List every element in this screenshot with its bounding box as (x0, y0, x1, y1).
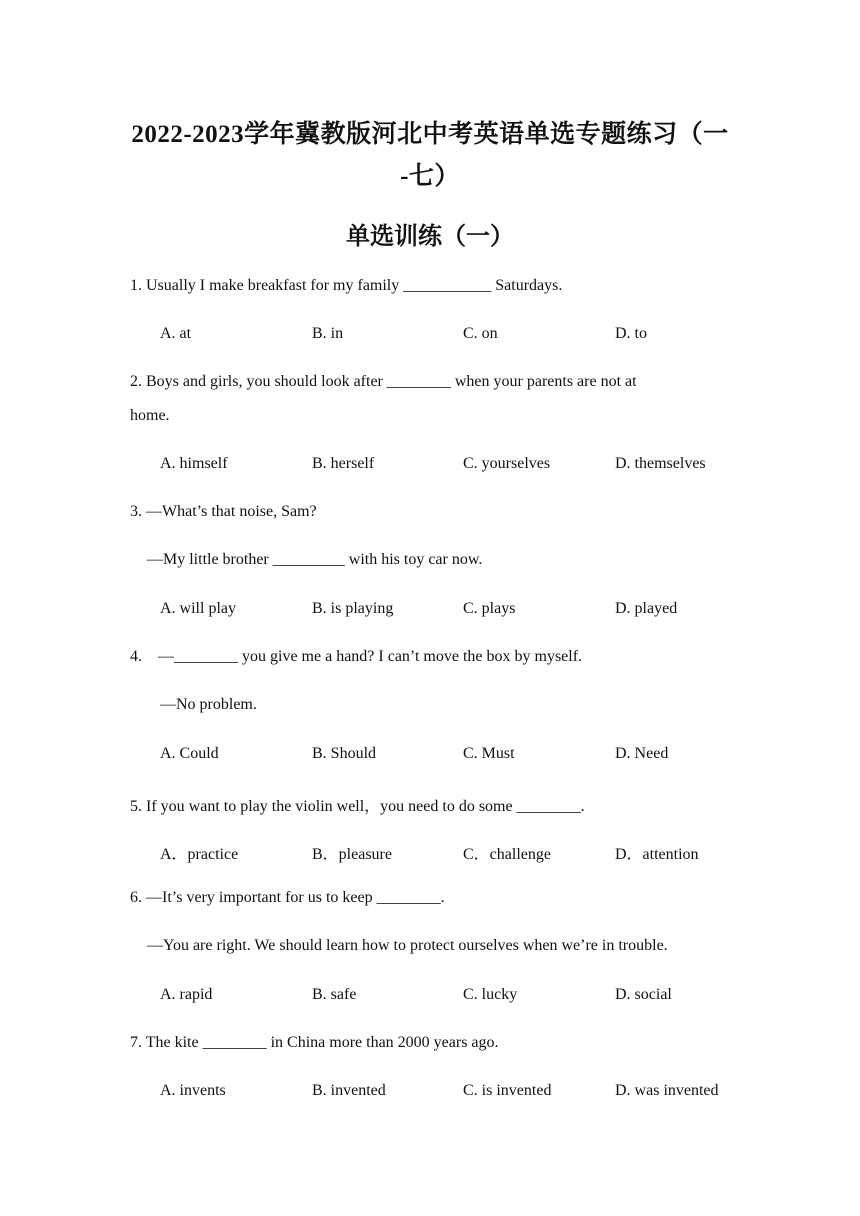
question-6-option-b: B. safe (312, 986, 357, 1003)
question-4-stem: 4. —________ you give me a hand? I can’t move the box by myself. (130, 648, 583, 665)
question-3-option-b: B. is playing (312, 600, 394, 617)
section-title: 单选训练（一） (346, 224, 514, 250)
question-6-option-c: C. lucky (463, 986, 518, 1003)
question-5-option-d: D．attention (615, 846, 699, 863)
question-3-reply: —My little brother _________ with his toy car now. (147, 551, 483, 568)
question-7-option-a: A. invents (160, 1082, 226, 1099)
question-2-stem: 2. Boys and girls, you should look after ________ when your parents are not at (130, 373, 637, 390)
question-1-option-b: B. in (312, 325, 344, 342)
page-title-line-1: 2022-2023学年冀教版河北中考英语单选专题练习（一 (131, 121, 729, 148)
question-5-option-b: B．pleasure (312, 846, 392, 863)
question-4-option-c: C. Must (463, 745, 515, 762)
question-3-option-d: D. played (615, 600, 678, 617)
question-2-option-c: C. yourselves (463, 455, 551, 472)
question-4-option-a: A. Could (160, 745, 219, 762)
question-2-stem-continued: home. (130, 407, 170, 424)
question-2-option-b: B. herself (312, 455, 375, 472)
question-3-stem: 3. —What’s that noise, Sam? (130, 503, 317, 520)
question-5-option-a: A．practice (160, 846, 239, 863)
question-3-option-c: C. plays (463, 600, 516, 617)
question-1-stem: 1. Usually I make breakfast for my family ___________ Saturdays. (130, 277, 563, 294)
question-5-stem: 5. If you want to play the violin well，you need to do some ________. (130, 798, 585, 815)
question-6-stem: 6. —It’s very important for us to keep ________. (130, 889, 445, 906)
question-6-option-d: D. social (615, 986, 672, 1003)
question-7-stem: 7. The kite ________ in China more than 2000 years ago. (130, 1034, 499, 1051)
question-5-option-c: C．challenge (463, 846, 551, 863)
question-4-reply: —No problem. (160, 696, 257, 713)
question-4-option-d: D. Need (615, 745, 669, 762)
question-7-option-c: C. is invented (463, 1082, 552, 1099)
question-2-option-a: A. himself (160, 455, 228, 472)
question-6-reply: —You are right. We should learn how to protect ourselves when we’re in trouble. (147, 937, 668, 954)
question-7-option-d: D. was invented (615, 1082, 719, 1099)
question-4-option-b: B. Should (312, 745, 377, 762)
question-2-option-d: D. themselves (615, 455, 706, 472)
page-title-line-2: -七） (400, 163, 460, 190)
question-1-option-a: A. at (160, 325, 192, 342)
question-1-option-c: C. on (463, 325, 498, 342)
question-1-option-d: D. to (615, 325, 647, 342)
question-3-option-a: A. will play (160, 600, 236, 617)
question-6-option-a: A. rapid (160, 986, 213, 1003)
question-7-option-b: B. invented (312, 1082, 386, 1099)
